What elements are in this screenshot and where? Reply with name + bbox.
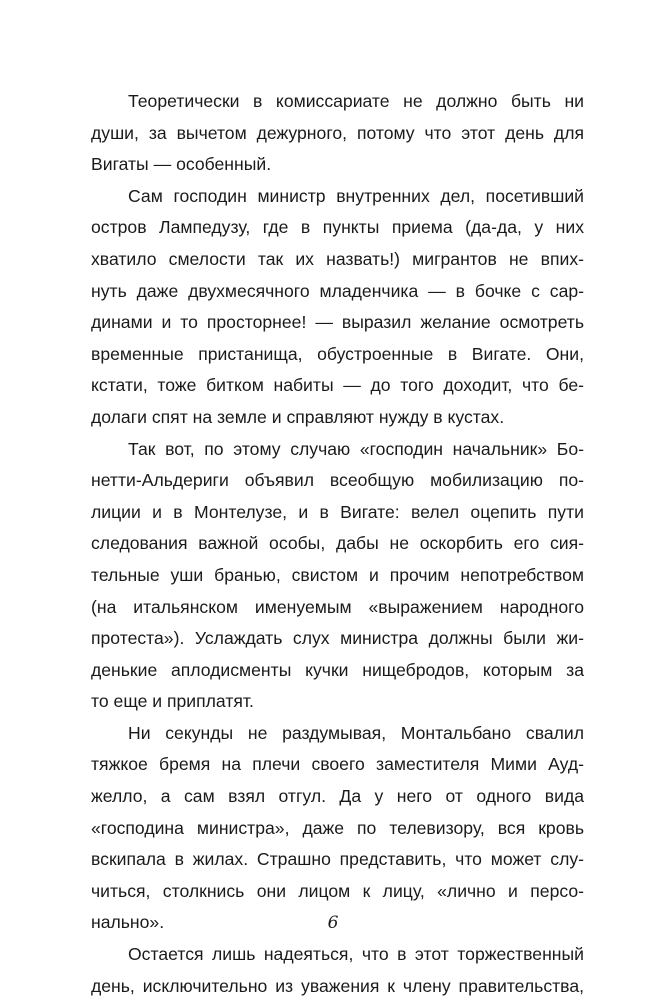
text-line: тельные уши бранью, свистом и прочим непотребством (91, 564, 584, 585)
text-line: «господина министра», даже по телевизору, вся кровь (91, 817, 584, 838)
text-line: Так вот, по этому случаю «господин начальник» Бо- (128, 438, 584, 459)
text-line: Вигаты — особенный. (91, 154, 272, 175)
text-line: протеста»). Услаждать слух министра должны были жи- (91, 628, 584, 649)
text-line: день, исключительно из уважения к члену правительства, (91, 975, 584, 996)
text-line: динами и то просторнее! — выразил желание осмотреть (91, 312, 584, 333)
text-line: следования важной особы, дабы не оскорбить его сия- (91, 533, 584, 554)
text-line: временные пристанища, обустроенные в Вигате. Они, (91, 343, 584, 364)
text-line: денькие аплодисменты кучки нищебродов, которым за (91, 659, 584, 680)
text-line: вскипала в жилах. Страшно представить, что может слу- (91, 849, 584, 870)
text-line: читься, столкнись они лицом к лицу, «лично и персо- (91, 880, 584, 901)
text-line: нально». (91, 912, 165, 933)
text-line: остров Лампедузу, где в пункты приема (да-да, у них (91, 217, 584, 238)
text-line: Теоретически в комиссариате не должно быть ни (128, 91, 584, 111)
text-line: (на итальянском именуемым «выражением народного (91, 596, 584, 617)
text-line: тяжкое бремя на плечи своего заместителя Мими Ауд- (91, 754, 584, 775)
text-line: Ни секунды не раздумывая, Монтальбано свалил (128, 722, 584, 743)
text-line: души, за вычетом дежурного, потому что этот день для (91, 122, 584, 143)
text-line: нуть даже двухмесячного младенчика — в бочке с сар- (91, 280, 584, 301)
text-line: то еще и приплатят. (91, 691, 254, 712)
text-line: лиции и в Монтелузе, и в Вигате: велел оцепить пути (91, 501, 584, 522)
text-line: долаги спят на земле и справляют нужду в кустах. (91, 406, 505, 427)
text-line: нетти-Альдериги объявил всеобщую мобилизацию по- (91, 470, 584, 491)
text-line: хватило смелости так их назвать!) мигрантов не впих- (91, 248, 584, 269)
page-number: 6 (327, 913, 339, 933)
body-text (91, 86, 584, 1002)
text-line: желло, а сам взял отгул. Да у него от одного вида (91, 786, 584, 807)
text-line: Сам господин министр внутренних дел, посетивший (128, 185, 584, 206)
text-line: Остается лишь надеяться, что в этот торжественный (128, 944, 584, 965)
text-line: кстати, тоже битком набиты — до того доходит, что бе- (91, 375, 584, 396)
